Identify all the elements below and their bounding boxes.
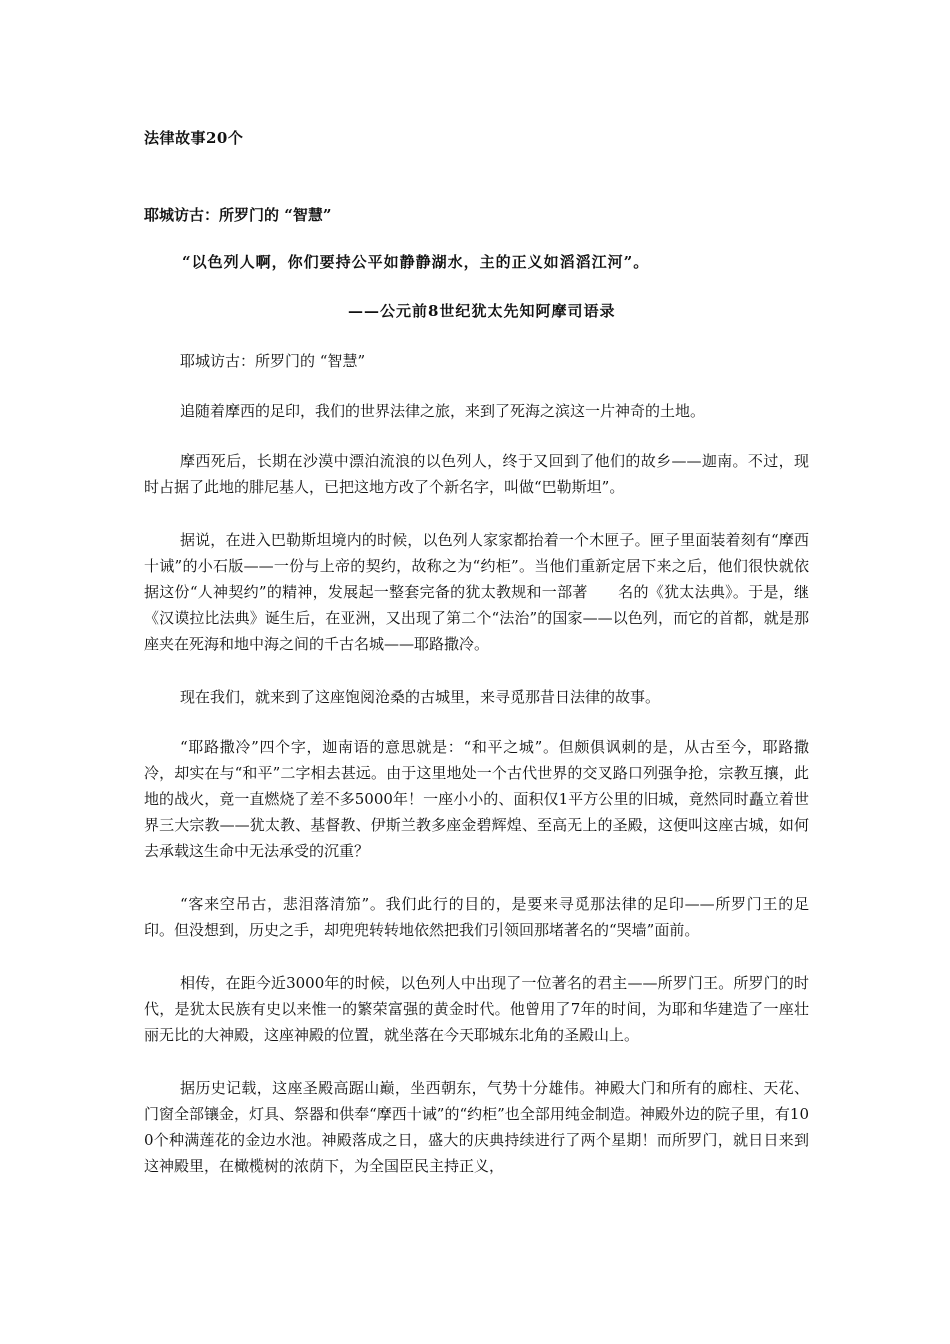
document-title: 法律故事20个 [144, 129, 244, 147]
paragraph: “耶路撒冷”四个字，迦南语的意思就是：“和平之城”。但颇俱讽刺的是，从古至今，耶路撒冷，却实在与“和平”二字相去甚远。由于这里地处一个古代世界的交叉路口列强争抢，宗教互攘，此地的战火，竟一直燃烧了差不多5000年！一座小小的、面积仅1平方公里的旧城，竟然同时矗立着世界三大宗教——犹太教、基督教、伊斯兰教多座金碧辉煌、至高无上的圣殿，这便叫这座古城，如何去承载这生命中无法承受的沉重？ [144, 738, 809, 860]
paragraph: 相传，在距今近3000年的时候，以色列人中出现了一位著名的君主——所罗门王。所罗门的时代，是犹太民族有史以来惟一的繁荣富强的黄金时代。他曾用了7年的时间，为耶和华建造了一座壮丽无比的大神殿，这座神殿的位置，就坐落在今天耶城东北角的圣殿山上。 [144, 974, 809, 1044]
paragraph: 据说，在进入巴勒斯坦境内的时候，以色列人家家都抬着一个木匣子。匣子里面装着刻有“摩西十诫”的小石版——一份与上帝的契约，故称之为“约柜”。当他们重新定居下来之后，他们很快就依据这份“人神契约”的精神，发展起一整套完备的犹太教规和一部著 名的《犹太法典》。于是，继《汉谟拉比法典》诞生后，在亚洲，又出现了第二个“法治”的国家——以色列，而它的首都，就是那座夹在死海和地中海之间的千古名城——耶路撒冷。 [144, 531, 809, 653]
paragraph: “客来空吊古，悲泪落清笳”。我们此行的目的，是要来寻觅那法律的足印——所罗门王的足印。但没想到，历史之手，却兜兜转转地依然把我们引领回那堵著名的“哭墙”面前。 [144, 895, 809, 939]
section-heading: 耶城访古：所罗门的 “智慧” [144, 206, 332, 224]
epigraph-attribution: ——公元前8世纪犹太先知阿摩司语录 [348, 302, 616, 320]
paragraph: 据历史记载，这座圣殿高踞山巅，坐西朝东，气势十分雄伟。神殿大门和所有的廊柱、天花、门窗全部镶金，灯具、祭器和供奉“摩西十诫”的“约柜”也全部用纯金制造。神殿外边的院子里，有100个种满莲花的金边水池。神殿落成之日，盛大的庆典持续进行了两个星期！而所罗门，就日日来到这神殿里，在橄榄树的浓荫下，为全国臣民主持正义， [144, 1079, 809, 1175]
paragraph-repeat-heading: 耶城访古：所罗门的 “智慧” [180, 352, 366, 370]
epigraph-quote: “以色列人啊，你们要持公平如静静湖水，主的正义如滔滔江河”。 [182, 253, 650, 271]
paragraph: 摩西死后，长期在沙漠中漂泊流浪的以色列人，终于又回到了他们的故乡——迦南。不过，现时占据了此地的腓尼基人，已把这地方改了个新名字，叫做“巴勒斯坦”。 [144, 452, 809, 496]
document-body [144, 348, 809, 1206]
paragraph: 追随着摩西的足印，我们的世界法律之旅，来到了死海之滨这一片神奇的土地。 [180, 402, 706, 420]
paragraph: 现在我们，就来到了这座饱阅沧桑的古城里，来寻觅那昔日法律的故事。 [180, 688, 661, 706]
